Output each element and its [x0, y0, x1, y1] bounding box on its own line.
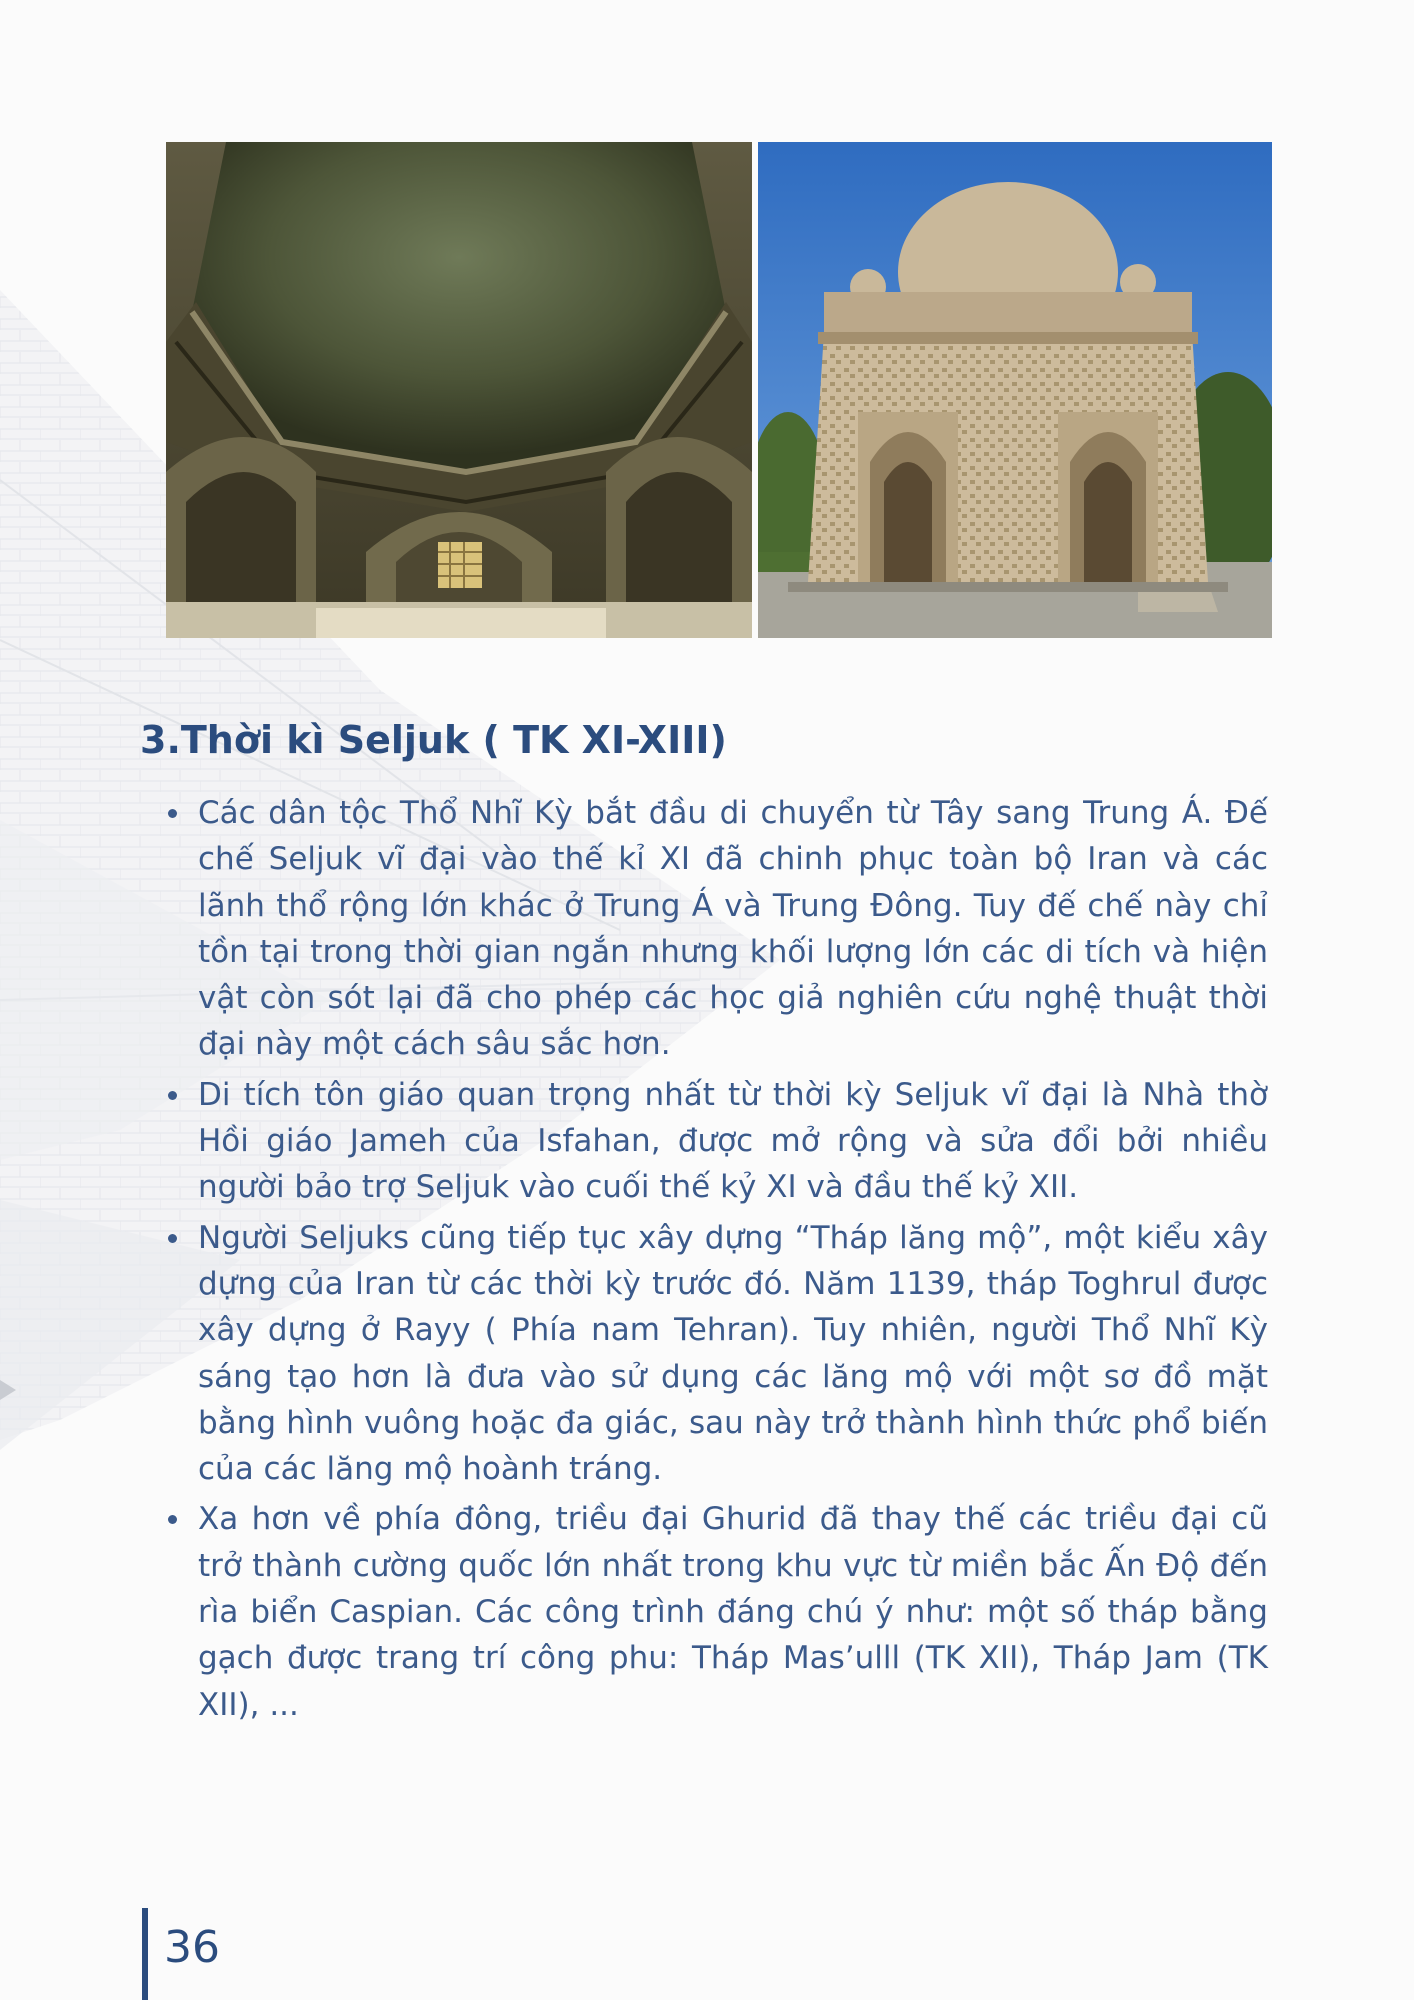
bullet-text: Di tích tôn giáo quan trọng nhất từ thời kỳ Seljuk vĩ đại là Nhà thờ Hồi giáo Jameh của Isfahan, được mở rộng và sửa đổi bởi nhiều người bảo trợ Seljuk vào cuối thế kỷ XI và đầu thế kỷ XII.	[198, 1076, 1268, 1206]
bullet-item	[198, 1215, 1268, 1493]
bullet-item	[198, 1496, 1268, 1727]
bullet-dot-icon	[168, 809, 177, 818]
dome-interior-photo	[166, 142, 752, 638]
mausoleum-exterior-photo	[758, 142, 1272, 638]
bullet-text: Các dân tộc Thổ Nhĩ Kỳ bắt đầu di chuyển từ Tây sang Trung Á. Đế chế Seljuk vĩ đại vào thế kỉ XI đã chinh phục toàn bộ Iran và các lãnh thổ rộng lớn khác ở Trung Á và Trung Đông. Tuy đế chế này chỉ tồn tại trong thời gian ngắn nhưng khối lượng lớn các di tích và hiện vật còn sót lại đã cho phép các học giả nghiên cứu nghệ thuật thời đại này một cách sâu sắc hơn.	[198, 795, 1268, 1063]
bullet-dot-icon	[168, 1091, 177, 1100]
bullet-item	[198, 1072, 1268, 1211]
page-number-bar	[142, 1908, 148, 2000]
bullet-item	[198, 790, 1268, 1068]
bullet-text: Xa hơn về phía đông, triều đại Ghurid đã thay thế các triều đại cũ trở thành cường quốc lớn nhất trong khu vực từ miền bắc Ấn Độ đến rìa biển Caspian. Các công trình đáng chú ý như: một số tháp bằng gạch được trang trí công phu: Tháp Mas’ulll (TK XII), Tháp Jam (TK XII), ...	[198, 1501, 1268, 1723]
section-heading: 3.Thời kì Seljuk ( TK XI-XIII)	[140, 718, 727, 762]
page-number: 36	[164, 1922, 220, 1973]
bullet-dot-icon	[168, 1234, 177, 1243]
bullet-text: Người Seljuks cũng tiếp tục xây dựng “Tháp lăng mộ”, một kiểu xây dựng của Iran từ các thời kỳ trước đó. Năm 1139, tháp Toghrul được xây dựng ở Rayy ( Phía nam Tehran). Tuy nhiên, người Thổ Nhĩ Kỳ sáng tạo hơn là đưa vào sử dụng các lăng mộ với một sơ đồ mặt bằng hình vuông hoặc đa giác, sau này trở thành hình thức phổ biến của các lăng mộ hoành tráng.	[198, 1219, 1268, 1488]
bullet-list	[198, 790, 1268, 1732]
